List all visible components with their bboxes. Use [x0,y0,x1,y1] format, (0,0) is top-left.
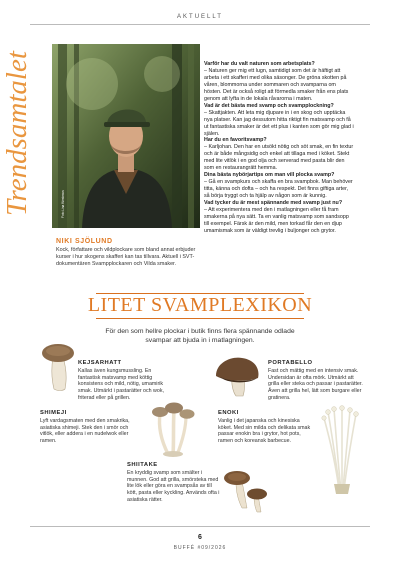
question: Dina bästa nybörjartips om man vill plocka svamp? [204,172,335,179]
question: Vad tycker du är mest spännande med svamp just nu? [204,200,343,207]
feature-title-text: Trendsamtalet [1,51,33,216]
photo-credit [60,178,66,218]
kejsarhatt-illustration [40,341,76,391]
question: Varför har du valt naturen som arbetsplats? [204,61,315,67]
question: Har du en favoritsvamp? [204,137,267,144]
answer: – Gå en svampkurs och skaffa en bra svampbok. Man behöver titta, känna och dofta – och ha respekt. Det finns giftiga arter, så börja tryggt och ta hjälp av någon som är kunnig. [204,179,353,200]
mushroom-text: Lyft vardagsmaten med den smakrika, asiatiska shimeji. Stek den i smör och vitlök, eller addera i en nudelwok eller ramen. [40,418,130,445]
mushroom-name: SHIMEJI [40,410,67,416]
mushroom-name: KEJSARHATT [78,360,122,366]
person-caption: Kock, författare och vildplockare som bland annat erbjuder kurser i hur skogens skafferi kan tas tillvara. Aktuell i SVT-dokumentären Svampplockaren och Vilda smaker. [56,247,196,268]
mushroom-name: PORTABELLO [268,360,313,366]
answer: – Att experimentera med den i matlagningen eller få fram smakerna på nya sätt. Ta en vanlig matsvamp som sandsopp till exempel. Färsk är den mild, men torkad får den en djup umamismak som är väldigt trevlig i buljonger och grytor. [204,207,349,234]
mushroom-text: Kallas även kungsmussling. En fantastisk matsvamp med köttig konsistens och mild, nötig, umamirik smak. Utmärkt i pastarätter och wok, friterad eller på grillen. [78,368,164,401]
magazine-issue: BUFFÉ #09/2026 [173,545,227,551]
lexicon-intro: För den som hellre plockar i butik finns flera spännande odlade svampar att bjuda in i matlagningen. [105,328,295,344]
portrait-photo [52,44,200,228]
mushroom-text: Fast och mättig med en intensiv smak. Undersidan är ofta mörk. Utmärkt att grilla eller steka och passar i pastarätter. Även att grilla hel, lätt som burgare eller gratinera. [268,368,363,401]
mushroom-text: Vanlig i det japanska och kinesiska köket. Med sin milda och delikata smak passar enokin bra i grytor, hot pots, ramen och koreansk barbecue. [218,418,311,445]
mushroom-text: En kryddig svamp som smälter i munnen. God att grilla, smörsteka med lite lök eller göra en svampsås av till kött, pasta eller kyckling. Används ofta i asiatiska rätter. [127,470,220,503]
answer: – Naturen ger mig ett lugn, samtidigt som det är häftigt att arbeta i ett skafferi med olika säsonger. De gröna skotten på våren, blommorna under sommaren och svamparna om hösten. Det är också roligt att förmedla smaker från ens plats genom att lyfta in de lokala råvarorna i maten. [204,67,349,102]
question: Vad är det bästa med svamp och svampplockning? [204,102,334,109]
header-divider [30,24,370,25]
mushroom-name: ENOKI [218,410,239,416]
shimeji-illustration [146,398,200,458]
answer: – Skattjakten. Att leta mig djupare in i en skog och upptäcka nya platser. Kan jag dessutom hitta riktigt fin matsvamp och få ut fantastiska smaker är det ett plus i kanten som gör mig glad i själen. [204,109,354,137]
interview [204,61,354,235]
mushroom-name: SHIITAKE [127,462,158,468]
page-number: 6 [198,534,202,541]
portabello-illustration [214,354,262,398]
section-label: AKTUELLT [177,14,223,20]
photo-credit-text: Foto Lina Westman [61,190,65,218]
footer-divider [30,526,370,527]
person-name: NIKI SJÖLUND [56,238,113,245]
answer: – Karljohan. Den har en utsökt nötig och söt smak, en fin textur och är både mångsidig och enkel att tillaga med i köket. Stekt med lite vitlök i en god olja och serverad med pasta blir den som en restaurangrätt hemma. [204,144,354,172]
lexicon-rule-bottom [96,318,304,319]
lexicon-title: LITET SVAMPLEXIKON [87,294,313,316]
shiitake-illustration [222,466,270,514]
feature-title [0,48,36,218]
enoki-illustration [318,404,364,496]
